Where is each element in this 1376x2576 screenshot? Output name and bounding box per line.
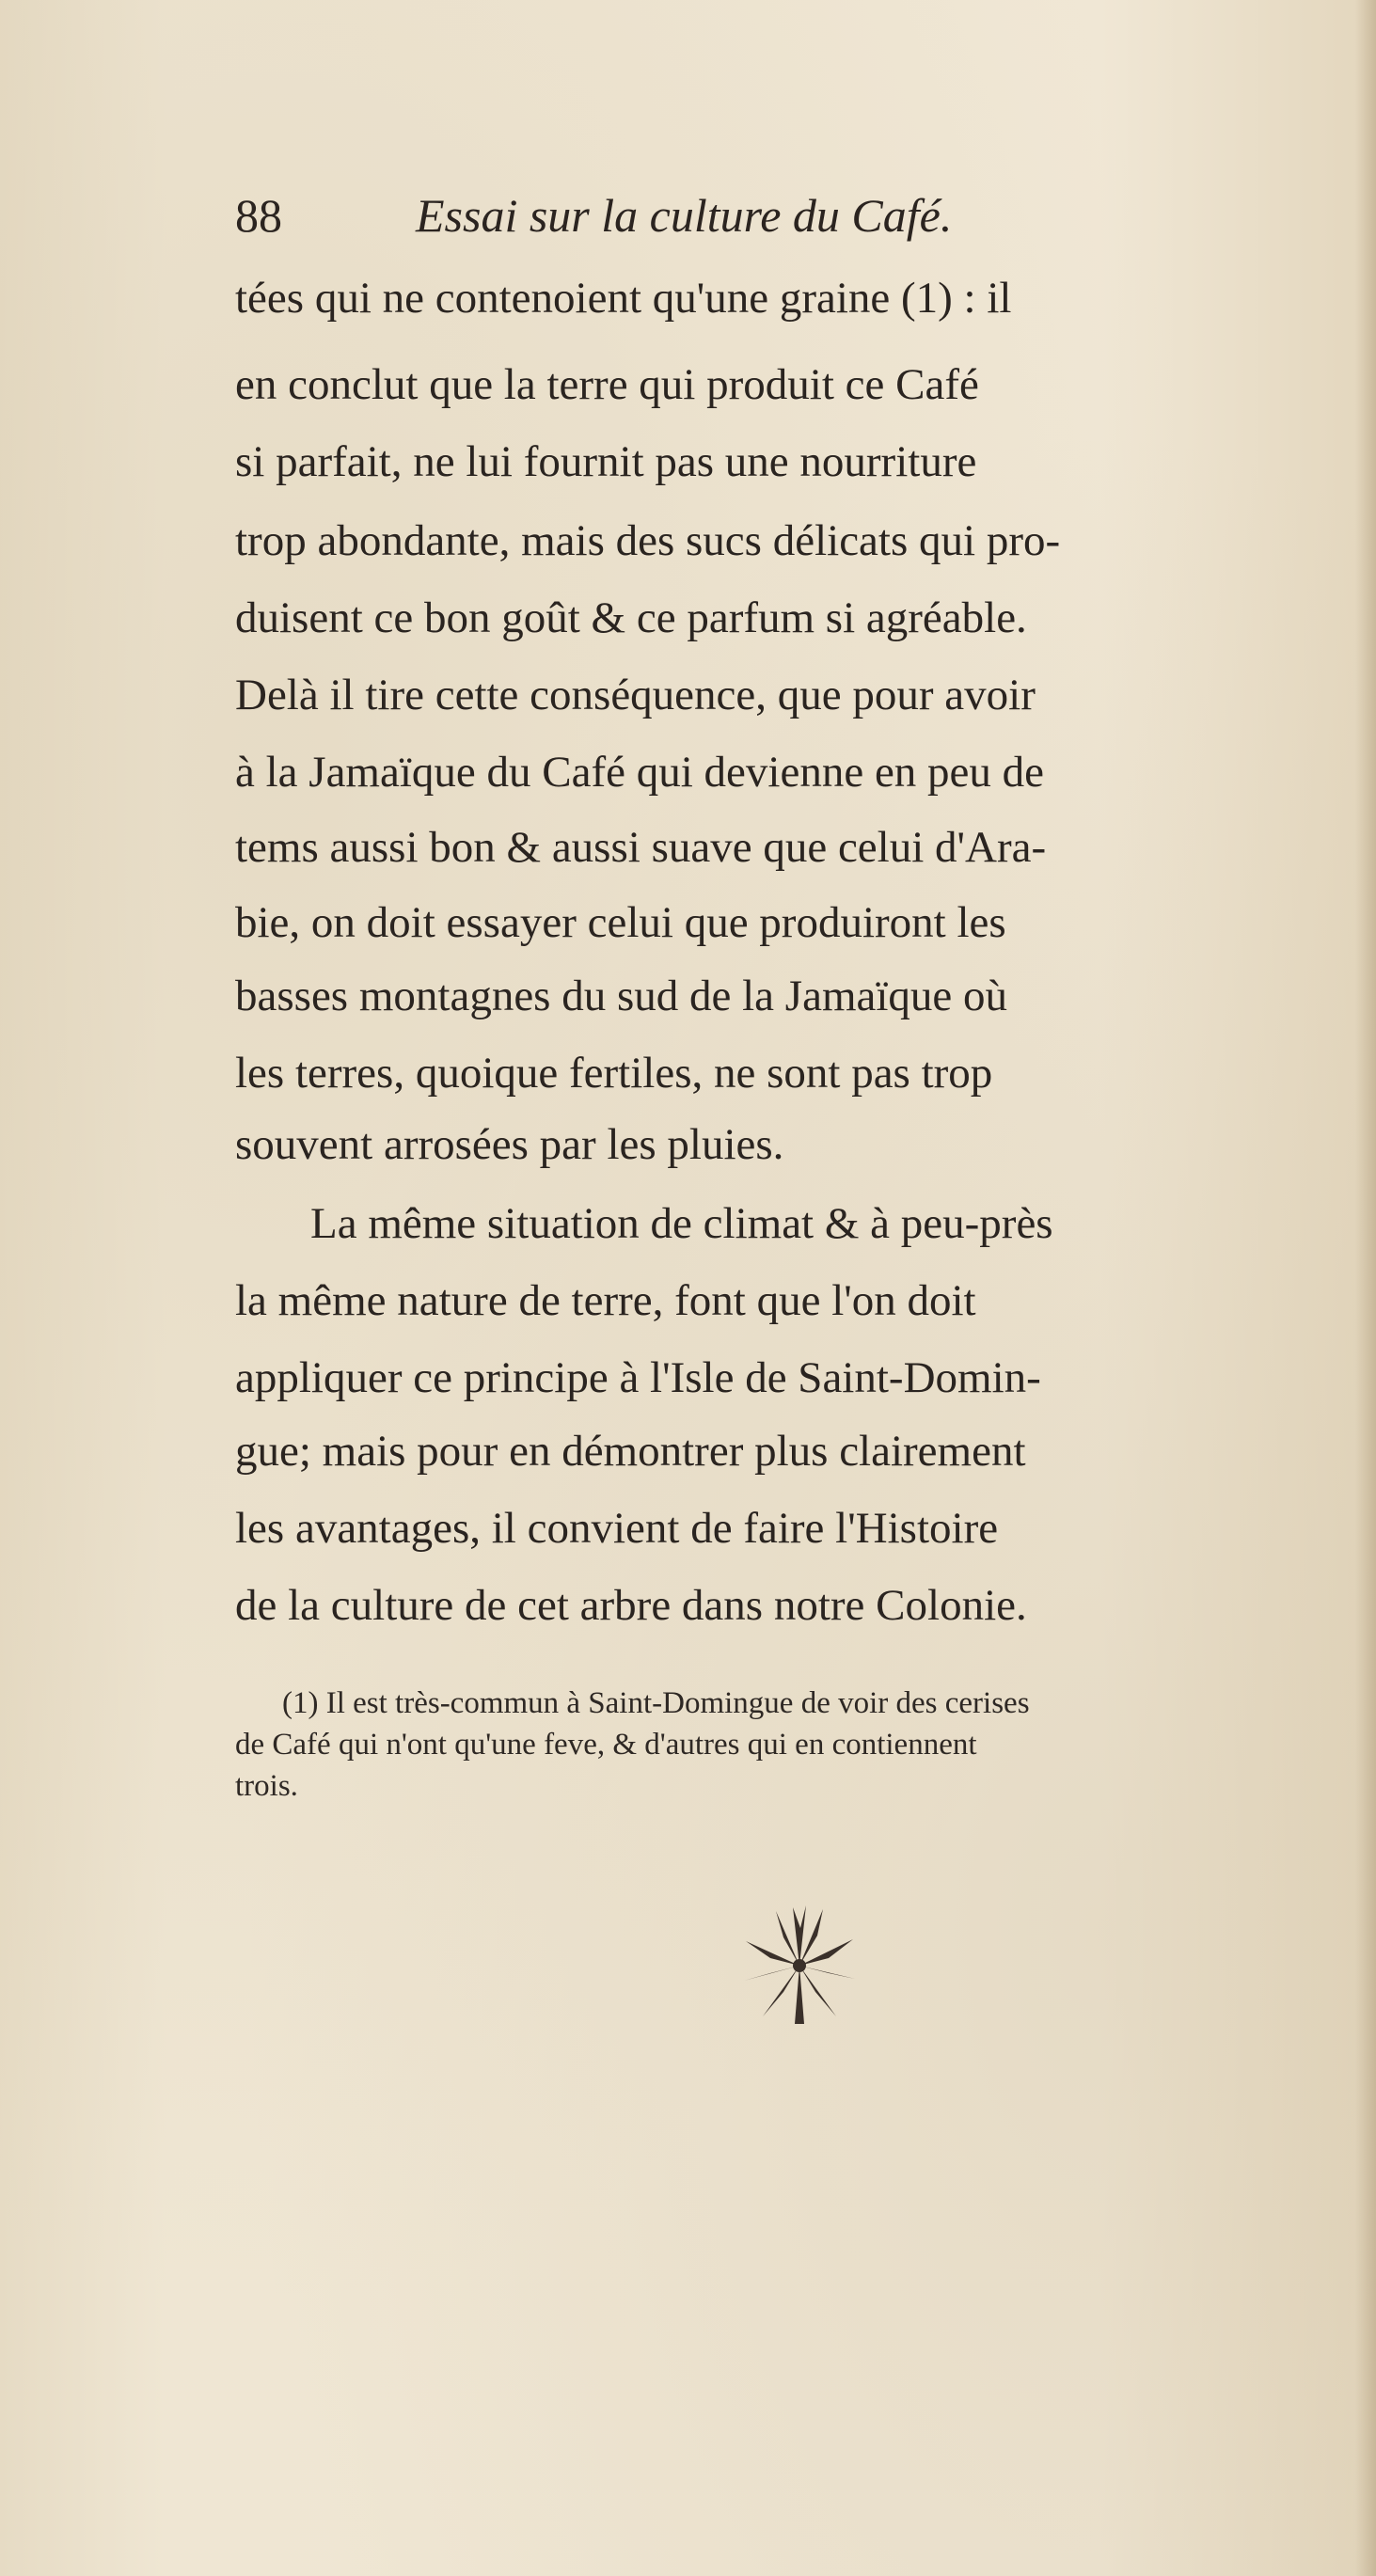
running-title: Essai sur la culture du Café. [416, 189, 953, 242]
running-header [235, 188, 1176, 254]
text-line: tées qui ne contenoient qu'une graine (1) : il [235, 274, 1012, 323]
text-line: Delà il tire cette conséquence, que pour avoir [235, 671, 1036, 719]
text-line: si parfait, ne lui fournit pas une nourriture [235, 437, 977, 486]
text-line: les avantages, il convient de faire l'Histoire [235, 1504, 999, 1553]
page-number: 88 [235, 189, 282, 242]
footnote-line: de Café qui n'ont qu'une feve, & d'autres qui en contiennent [235, 1728, 977, 1762]
text-line: la même nature de terre, font que l'on doit [235, 1276, 976, 1325]
text-line: souvent arrosées par les pluies. [235, 1120, 784, 1169]
text-line: de la culture de cet arbre dans notre Colonie. [235, 1581, 1027, 1630]
page-edge-shadow [1355, 0, 1376, 2576]
text-line: à la Jamaïque du Café qui devienne en peu de [235, 748, 1045, 797]
text-line: gue; mais pour en démontrer plus clairement [235, 1427, 1026, 1476]
text-line: duisent ce bon goût & ce parfum si agréable. [235, 593, 1027, 642]
footnote-line: trois. [235, 1769, 298, 1803]
text-line: tems aussi bon & aussi suave que celui d'Ara- [235, 823, 1047, 872]
text-line: trop abondante, mais des sucs délicats qui pro- [235, 516, 1061, 565]
footnote-line: (1) Il est très-commun à Saint-Domingue de voir des cerises [282, 1686, 1030, 1720]
paragraph-start-line: La même situation de climat & à peu-près [310, 1199, 1053, 1248]
text-line: appliquer ce principe à l'Isle de Saint-Domin- [235, 1353, 1041, 1402]
text-line: basses montagnes du sud de la Jamaïque où [235, 972, 1008, 1020]
text-line: bie, on doit essayer celui que produiront les [235, 898, 1006, 947]
text-line: en conclut que la terre qui produit ce Café [235, 360, 979, 409]
fleuron-ornament-icon [738, 1900, 861, 2031]
text-line: les terres, quoique fertiles, ne sont pas trop [235, 1049, 993, 1098]
